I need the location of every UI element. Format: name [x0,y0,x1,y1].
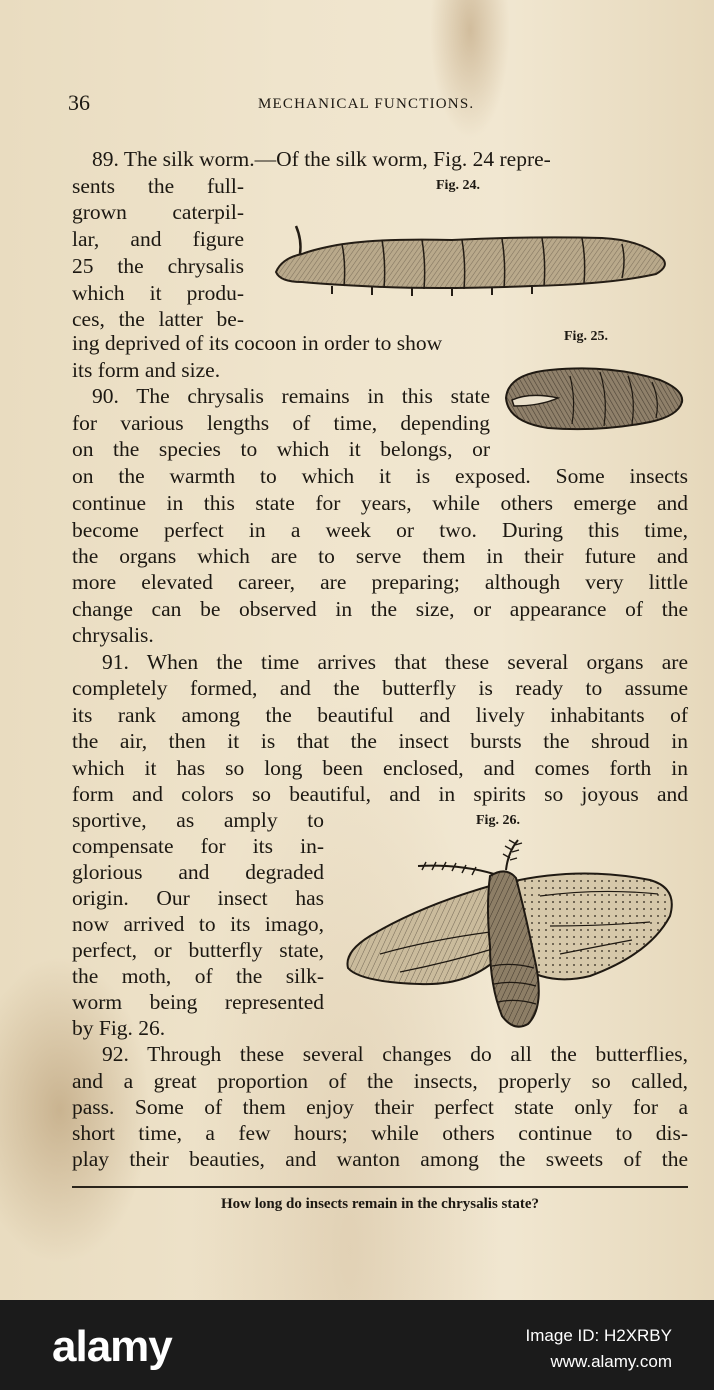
text-line: perfect, or butterfly state, [72,938,324,962]
text-line: play their beauties, and wanton among the sweets of the [72,1147,688,1171]
text-line-91-1: 91. When the time arrives that these several organs are [102,650,688,674]
text-line: compensate for its in- [72,834,324,858]
text-line: which it produ- [72,281,244,305]
text-line: completely formed, and the butterfly is ready to assume [72,676,688,700]
chrysalis-illustration [500,362,686,434]
text-line: grown caterpil- [72,200,244,224]
text-line: pass. Some of them enjoy their perfect state only for a [72,1095,688,1119]
text-line: which it has so long been enclosed, and comes forth in [72,756,688,780]
footnote-rule [72,1186,688,1188]
fig-25-caption: Fig. 25. [564,329,608,344]
text-line: on the species to which it belongs, or [72,437,490,461]
text-line: glorious and degraded [72,860,324,884]
text-line: sportive, as amply to [72,808,324,832]
text-line: continue in this state for years, while others emerge and [72,491,688,515]
text-line: the organs which are to serve them in their future and [72,544,688,568]
watermark-logo: alamy [52,1322,172,1371]
text-line: the moth, of the silk- [72,964,324,988]
text-line: 25 the chrysalis [72,254,244,278]
fig-24-caption: Fig. 24. [436,178,480,193]
text-line-92-1: 92. Through these several changes do all the butterflies, [102,1042,688,1066]
page-number: 36 [68,90,90,115]
watermark-image-id: Image ID: H2XRBY [525,1326,672,1345]
running-title: MECHANICAL FUNCTIONS. [258,96,475,112]
text-line: lar, and figure [72,227,244,251]
text-line: form and colors so beautiful, and in spirits so joyous and [72,782,688,806]
text-line: sents the full- [72,174,244,198]
silkworm-moth-illustration [340,836,684,1032]
watermark-bar [0,1300,714,1390]
text-line: ing deprived of its cocoon in order to show [72,331,443,355]
text-line: its form and size. [72,358,221,382]
text-line: on the warmth to which it is exposed. Some insects [72,464,688,488]
text-line: its rank among the beautiful and lively inhabitants of [72,703,688,727]
text-line: for various lengths of time, depending [72,411,490,435]
footnote-question: How long do insects remain in the chrysalis state? [220,1196,540,1212]
watermark-url: www.alamy.com [550,1352,672,1371]
text-line-89-1: 89. The silk worm.—Of the silk worm, Fig. 24 repre- [92,147,551,171]
text-line: chrysalis. [72,623,154,647]
text-line: ces, the latter be- [72,307,244,331]
text-line: more elevated career, are preparing; although very little [72,570,688,594]
text-line: short time, a few hours; while others continue to dis- [72,1121,688,1145]
text-line-90-1: 90. The chrysalis remains in this state [92,384,490,408]
text-line: the air, then it is that the insect bursts the shroud in [72,729,688,753]
text-line: by Fig. 26. [72,1016,166,1040]
text-line: and a great proportion of the insects, properly so called, [72,1069,688,1093]
text-line: origin. Our insect has [72,886,324,910]
silkworm-caterpillar-illustration [272,220,672,300]
text-line: change can be observed in the size, or appearance of the [72,597,688,621]
fig-26-caption: Fig. 26. [476,813,520,828]
text-line: become perfect in a week or two. During this time, [72,518,688,542]
text-line: now arrived to its imago, [72,912,324,936]
text-line: worm being represented [72,990,324,1014]
